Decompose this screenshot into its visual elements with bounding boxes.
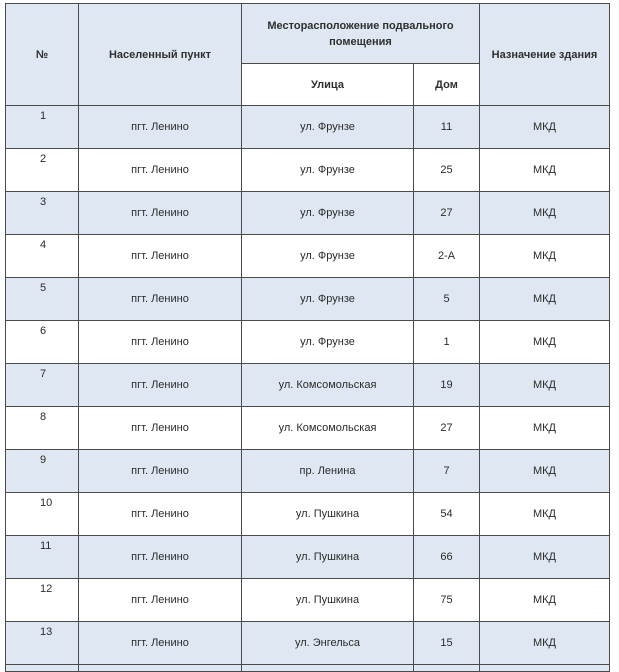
table-row	[6, 278, 610, 321]
cell-purpose: МКД	[480, 622, 610, 665]
cell-purpose: МКД	[480, 278, 610, 321]
cell-street: ул. Энгельса	[242, 622, 414, 665]
cell-purpose: МКД	[480, 106, 610, 149]
cell-settlement: пгт. Ленино	[79, 321, 242, 364]
cell-purpose: МКД	[480, 407, 610, 450]
table-header-row	[6, 4, 610, 64]
cell-number: 11	[6, 536, 79, 579]
cell-house: 27	[414, 192, 480, 235]
table-row	[6, 321, 610, 364]
cell-purpose: МКД	[480, 364, 610, 407]
cell-house: 66	[414, 536, 480, 579]
cell-settlement: пгт. Ленино	[79, 278, 242, 321]
cell-number: 8	[6, 407, 79, 450]
table-row	[6, 106, 610, 149]
cell-purpose: МКД	[480, 149, 610, 192]
cell-settlement: пгт. Ленино	[79, 192, 242, 235]
cell-number: 1	[6, 106, 79, 149]
table-row	[6, 364, 610, 407]
header-location: Месторасположение подвального помещения	[242, 4, 480, 64]
cell-house: 19	[414, 364, 480, 407]
cell-street: ул. Комсомольская	[242, 407, 414, 450]
table-row-partial	[6, 665, 610, 672]
cell-purpose: МКД	[480, 321, 610, 364]
cell-house: 15	[414, 622, 480, 665]
cell-settlement: пгт. Ленино	[79, 364, 242, 407]
cell-street: ул. Фрунзе	[242, 192, 414, 235]
cell-settlement: пгт. Ленино	[79, 450, 242, 493]
cell-number: 3	[6, 192, 79, 235]
table-row	[6, 622, 610, 665]
cell-house: 54	[414, 493, 480, 536]
header-number: №	[6, 4, 79, 106]
cell-settlement: пгт. Ленино	[79, 106, 242, 149]
cell-street: ул. Фрунзе	[242, 321, 414, 364]
table-row	[6, 407, 610, 450]
cell-purpose: МКД	[480, 192, 610, 235]
basement-locations-table	[5, 3, 610, 672]
cell-street: ул. Пушкина	[242, 579, 414, 622]
cell-settlement: пгт. Ленино	[79, 493, 242, 536]
cell-house: 75	[414, 579, 480, 622]
cell-house: 7	[414, 450, 480, 493]
basement-table-container	[5, 3, 609, 672]
header-settlement: Населенный пункт	[79, 4, 242, 106]
cell-number: 6	[6, 321, 79, 364]
table-row	[6, 450, 610, 493]
cell-street: ул. Пушкина	[242, 493, 414, 536]
cell-house: 1	[414, 321, 480, 364]
cell-house: 27	[414, 407, 480, 450]
table-row	[6, 579, 610, 622]
cell-settlement: пгт. Ленино	[79, 149, 242, 192]
cell-number: 4	[6, 235, 79, 278]
cell-number: 7	[6, 364, 79, 407]
table-row	[6, 149, 610, 192]
cell-settlement: пгт. Ленино	[79, 407, 242, 450]
cell-street: ул. Фрунзе	[242, 278, 414, 321]
cell-settlement: пгт. Ленино	[79, 235, 242, 278]
cell-street: ул. Фрунзе	[242, 149, 414, 192]
cell-purpose: МКД	[480, 235, 610, 278]
cell-number: 12	[6, 579, 79, 622]
header-purpose: Назначение здания	[480, 4, 610, 106]
cell-house: 11	[414, 106, 480, 149]
table-row	[6, 235, 610, 278]
cell-number: 13	[6, 622, 79, 665]
cell-street: пр. Ленина	[242, 450, 414, 493]
cell-house: 5	[414, 278, 480, 321]
header-street: Улица	[242, 64, 414, 106]
cell-street: ул. Пушкина	[242, 536, 414, 579]
table-row	[6, 192, 610, 235]
table-row	[6, 536, 610, 579]
cell-purpose: МКД	[480, 493, 610, 536]
header-house: Дом	[414, 64, 480, 106]
cell-number: 5	[6, 278, 79, 321]
cell-house: 2-А	[414, 235, 480, 278]
cell-number: 2	[6, 149, 79, 192]
cell-purpose: МКД	[480, 536, 610, 579]
cell-street: ул. Комсомольская	[242, 364, 414, 407]
cell-street: ул. Фрунзе	[242, 235, 414, 278]
cell-number: 10	[6, 493, 79, 536]
cell-settlement: пгт. Ленино	[79, 579, 242, 622]
cell-street: ул. Фрунзе	[242, 106, 414, 149]
cell-settlement: пгт. Ленино	[79, 622, 242, 665]
cell-purpose: МКД	[480, 450, 610, 493]
table-row	[6, 493, 610, 536]
cell-purpose: МКД	[480, 579, 610, 622]
cell-number: 9	[6, 450, 79, 493]
cell-settlement: пгт. Ленино	[79, 536, 242, 579]
cell-house: 25	[414, 149, 480, 192]
